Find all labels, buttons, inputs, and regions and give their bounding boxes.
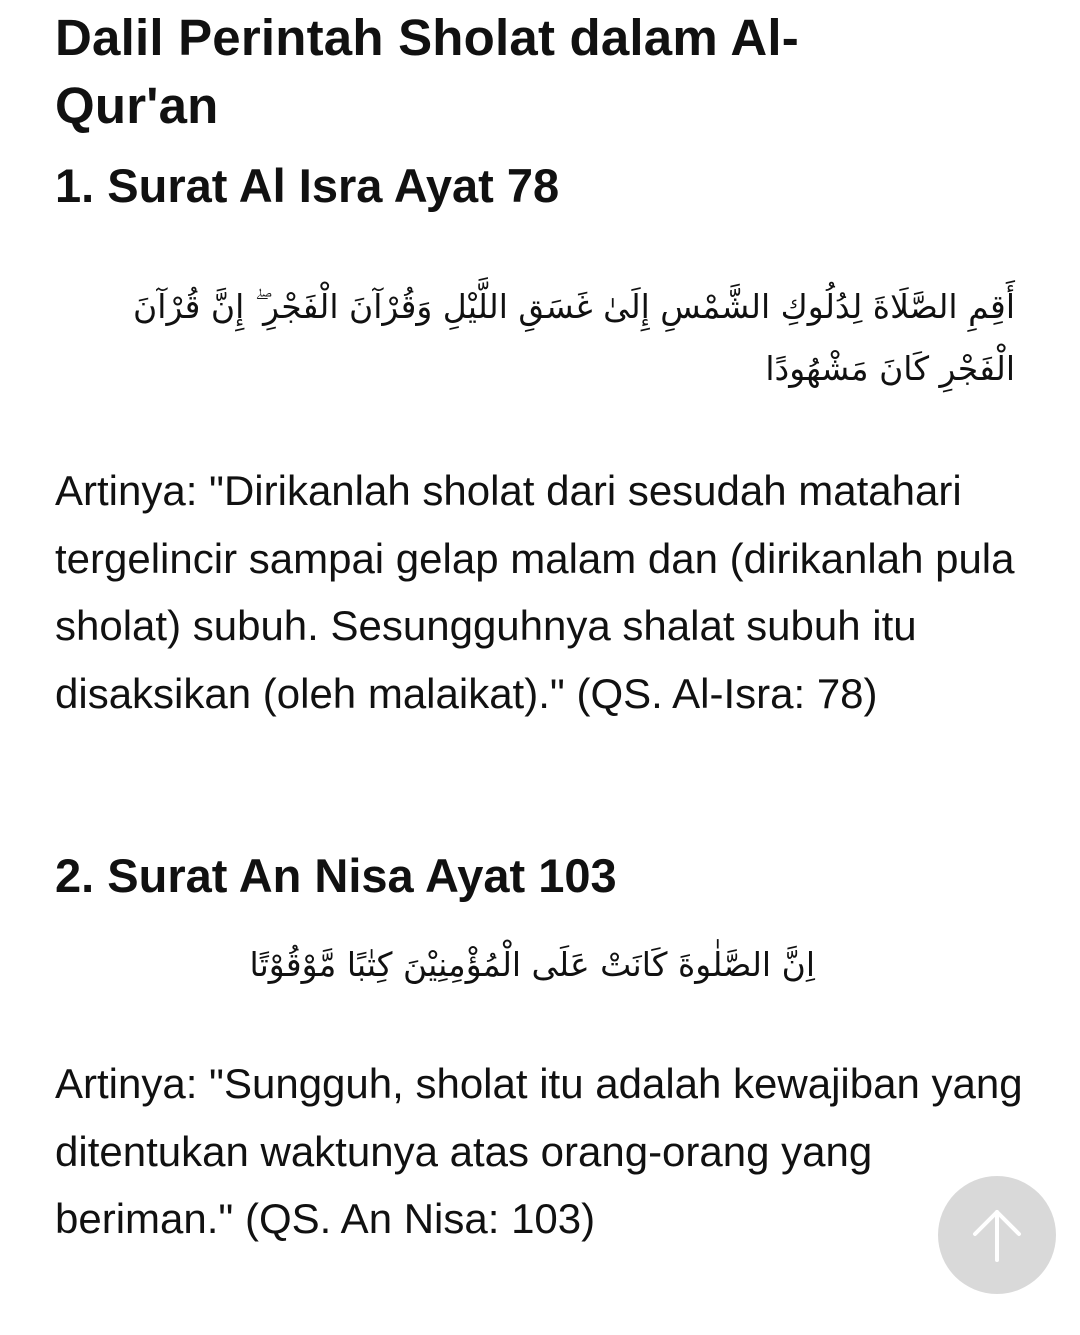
article-body (55, 0, 1035, 1242)
arabic-verse-an-nisa: اِنَّ الصَّلٰوةَ كَانَتْ عَلَى الْمُؤْمِنِيْنَ كِتٰبًا مَّوْقُوْتًا (249, 945, 815, 984)
arabic-verse-al-isra: أَقِمِ الصَّلَاةَ لِدُلُوكِ الشَّمْسِ إِلَىٰ غَسَقِ اللَّيْلِ وَقُرْآنَ الْفَجْرِ ۖ إِنَّ قُرْآنَ الْفَجْرِ كَانَ مَشْهُودًا (133, 287, 1015, 388)
section-heading-al-isra: 1. Surat Al Isra Ayat 78 (55, 159, 560, 212)
translation-an-nisa: Artinya: "Sungguh, sholat itu adalah kewajiban yang ditentukan waktunya atas orang-orang yang beriman." (QS. An Nisa: 103) (55, 1060, 1023, 1242)
arrow-up-icon (966, 1204, 1028, 1266)
translation-al-isra: Artinya: "Dirikanlah sholat dari sesudah matahari tergelincir sampai gelap malam dan (dirikanlah pula sholat) subuh. Sesungguhnya shalat subuh itu disaksikan (oleh malaikat)." (QS. Al-Isra: 78) (55, 467, 1015, 717)
section-heading-an-nisa: 2. Surat An Nisa Ayat 103 (55, 849, 617, 902)
scroll-to-top-button[interactable] (938, 1176, 1056, 1294)
page-title: Dalil Perintah Sholat dalam Al-Qur'an (55, 9, 799, 134)
